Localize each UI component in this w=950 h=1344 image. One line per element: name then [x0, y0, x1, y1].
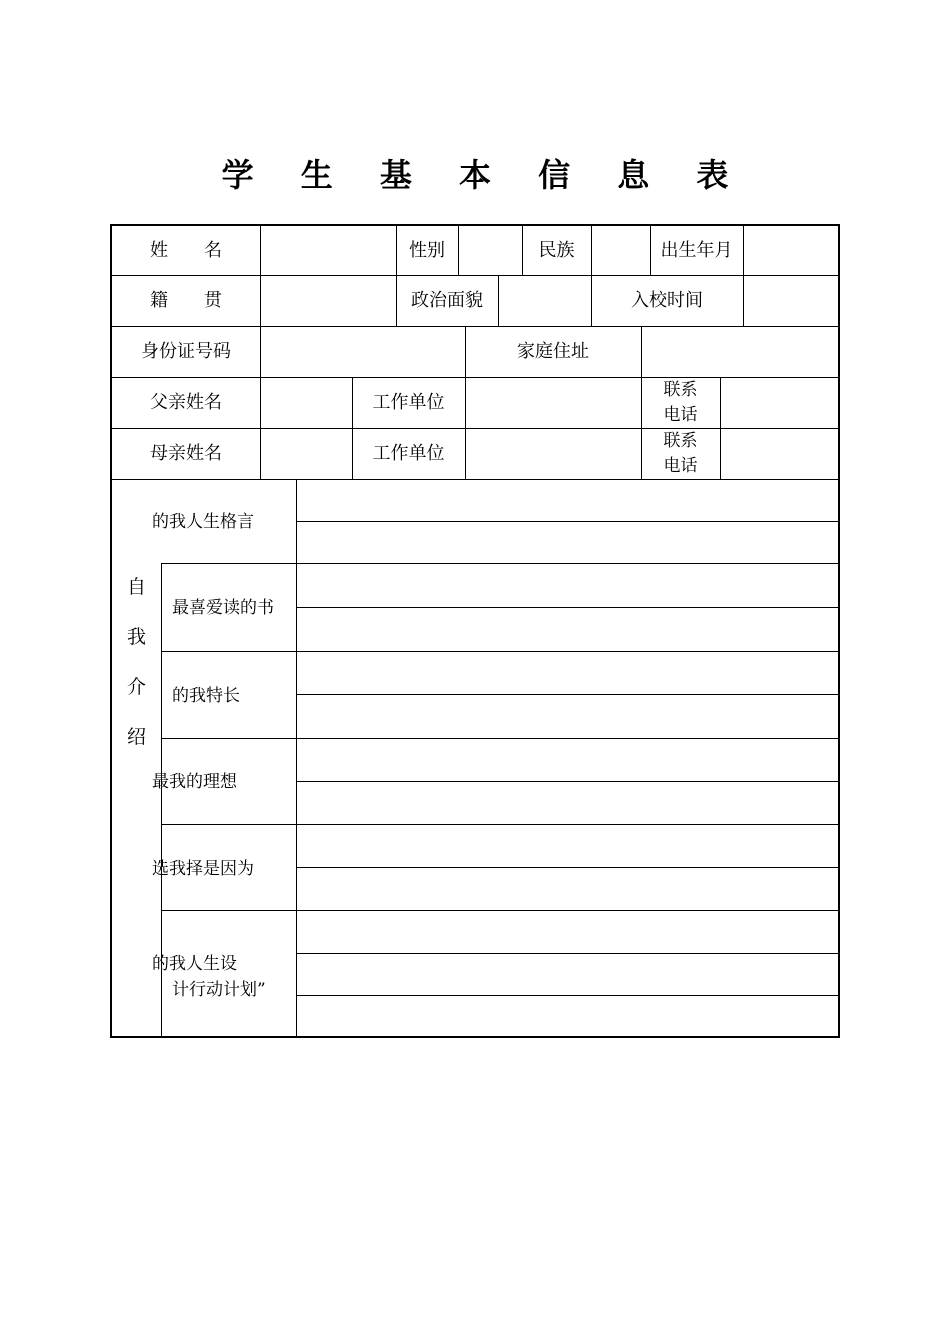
page-title: 学 生 基 本 信 息 表: [221, 156, 747, 194]
item-motto-label: 的我人生格言: [152, 512, 254, 532]
name-field[interactable]: [260, 226, 396, 275]
political-status-label: 政治面貌: [411, 289, 483, 311]
gender-field[interactable]: [458, 226, 522, 275]
enroll-date-field[interactable]: [743, 275, 838, 326]
specialty-answer-area[interactable]: [296, 651, 838, 738]
item-life-plan-label: 的我人生设 计行动计划”: [152, 954, 266, 1000]
mother-phone-label: 联系 电话: [663, 430, 698, 476]
gender-label: 性别: [409, 239, 445, 261]
father-work-field[interactable]: [465, 377, 641, 428]
student-info-form: [110, 224, 840, 1038]
choice-reason-answer-area[interactable]: [296, 824, 838, 910]
native-place-field[interactable]: [260, 275, 396, 326]
life-plan-answer-area[interactable]: [296, 910, 838, 1036]
father-name-label: 父亲姓名: [150, 391, 222, 413]
mother-phone-field[interactable]: [720, 428, 838, 479]
father-phone-field[interactable]: [720, 377, 838, 428]
id-number-field[interactable]: [260, 326, 465, 377]
motto-answer-area[interactable]: [296, 479, 838, 563]
mother-name-field[interactable]: [260, 428, 352, 479]
favorite-book-answer-area[interactable]: [296, 563, 838, 651]
item-specialty-label: 的我特长: [172, 686, 240, 706]
mother-name-label: 母亲姓名: [150, 442, 222, 464]
father-phone-label: 联系 电话: [663, 379, 698, 425]
ideal-answer-area[interactable]: [296, 738, 838, 824]
mother-work-label: 工作单位: [372, 442, 445, 464]
self-intro-label: 自 我 介 绍: [126, 576, 146, 748]
home-address-field[interactable]: [641, 326, 838, 377]
item-ideal-label: 最我的理想: [152, 772, 237, 792]
enroll-date-label: 入校时间: [631, 289, 703, 311]
home-address-label: 家庭住址: [517, 340, 589, 362]
id-number-label: 身份证号码: [141, 340, 231, 362]
birth-field[interactable]: [743, 226, 838, 275]
father-work-label: 工作单位: [372, 391, 445, 413]
item-choice-reason-label: 选我择是因为: [152, 859, 254, 879]
item-favorite-book-label: 最喜爱读的书: [172, 598, 274, 618]
ethnicity-label: 民族: [538, 239, 575, 261]
father-name-field[interactable]: [260, 377, 352, 428]
birth-label: 出生年月: [660, 239, 733, 261]
name-label: 姓 名: [150, 239, 222, 261]
native-place-label: 籍 贯: [150, 289, 222, 311]
political-status-field[interactable]: [498, 275, 591, 326]
ethnicity-field[interactable]: [591, 226, 650, 275]
mother-work-field[interactable]: [465, 428, 641, 479]
